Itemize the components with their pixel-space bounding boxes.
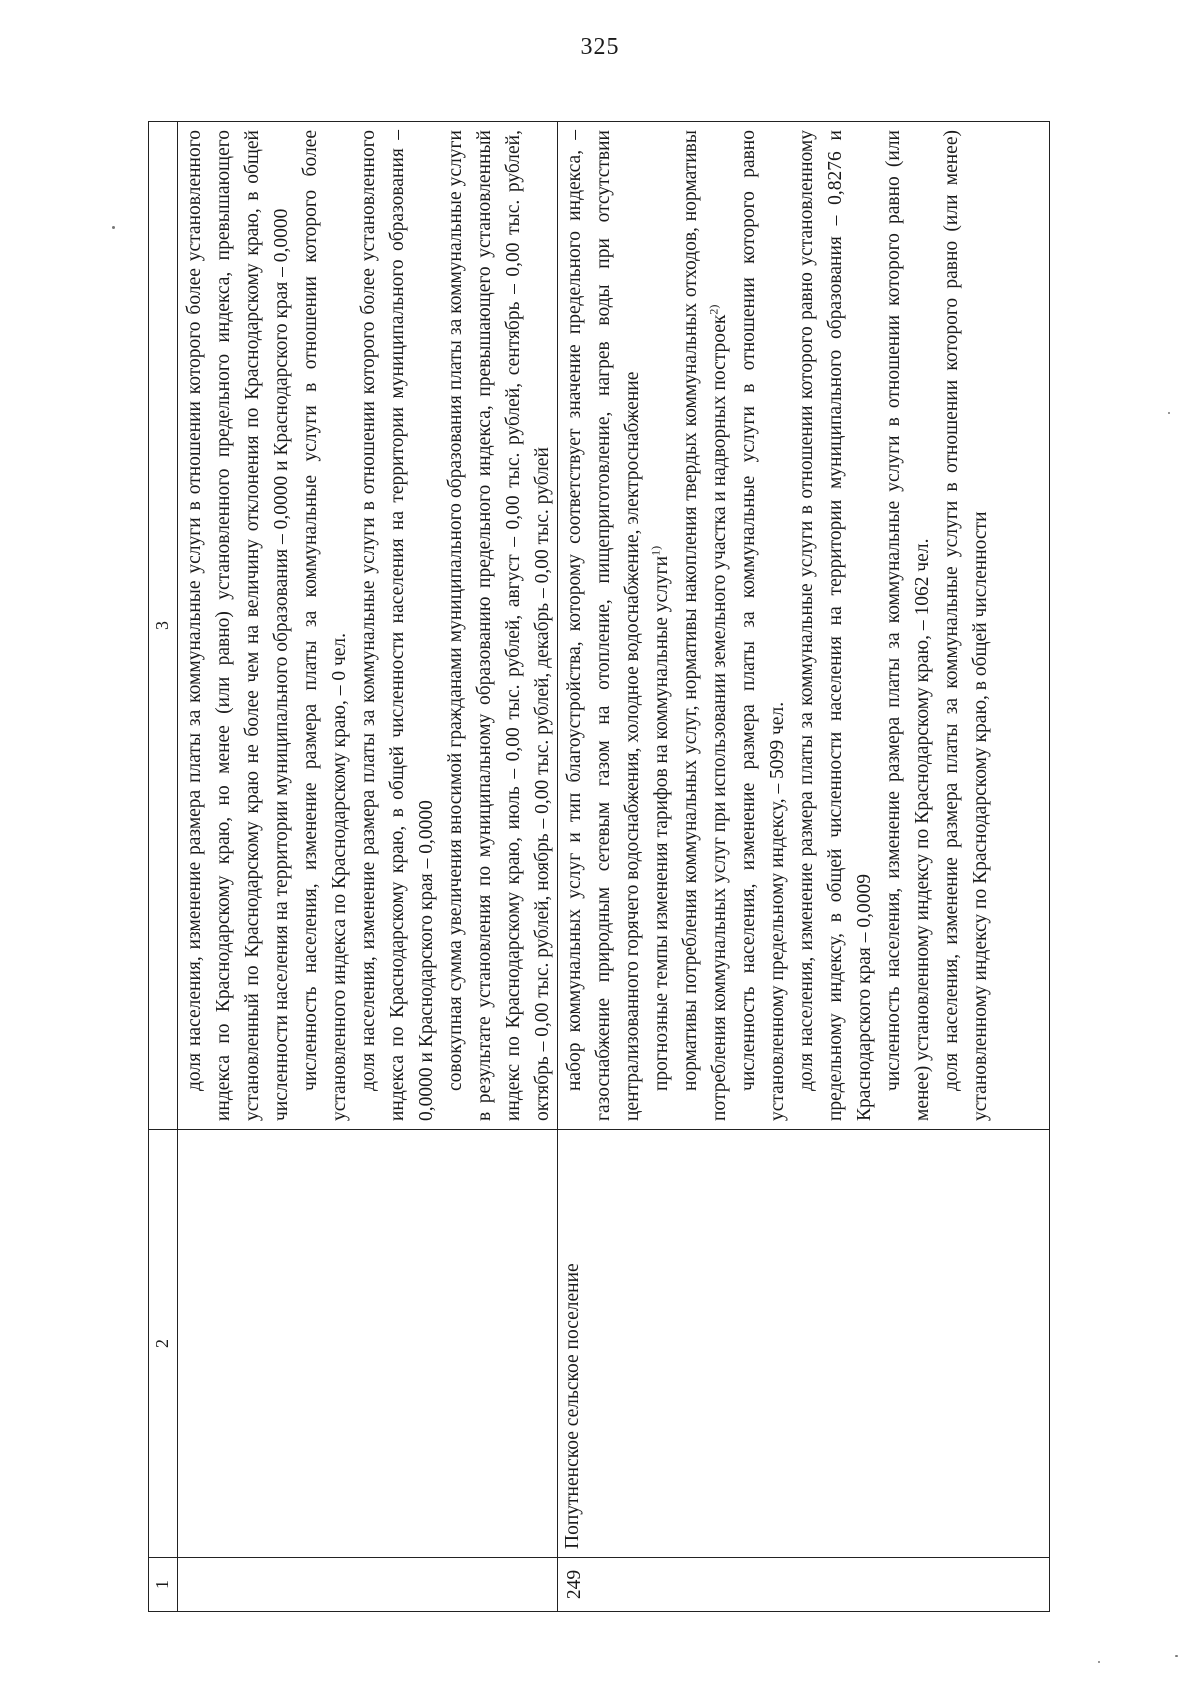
scan-speck <box>1098 1661 1100 1663</box>
paragraph: доля населения, изменение размера платы за коммунальные услуги в отношении которого равно установленному предельному индексу, в общей численности населения на территории муниципального образования – 0,8276 и Краснодарского края – 0,0009 <box>796 130 875 1121</box>
table-header-row <box>149 122 178 1612</box>
settlement-name <box>178 1130 558 1558</box>
table-row <box>178 122 558 1612</box>
settlement-name: Попутненское сельское поселение <box>558 1130 1050 1558</box>
scan-speck <box>1175 1655 1178 1657</box>
scan-speck <box>112 226 115 229</box>
row-number: 249 <box>564 1569 585 1600</box>
paragraph: численность населения, изменение размера платы за коммунальные услуги в отношении которого равно установленному предельному индексу, – 5099 чел. <box>738 130 788 1121</box>
indicators-cell <box>178 122 558 1130</box>
header-col-1: 1 <box>149 1558 178 1612</box>
paragraph: набор коммунальных услуг и тип благоустройства, которому соответствует значение предельного индекса, – газоснабжение природным сетевым газом на отопление, пищеприготовление, нагрев воды при отсутствии централизованного горячего водоснабжения, холодное водоснабжение, электроснабжение <box>564 130 643 1121</box>
indicators-cell <box>558 122 1050 1130</box>
row-number <box>178 1558 558 1612</box>
page-number: 325 <box>580 34 620 60</box>
paragraph: численность населения, изменение размера платы за коммунальные услуги в отношении которого равно (или менее) установленному индексу по Краснодарскому краю, – 1062 чел. <box>883 130 933 1121</box>
paragraph: нормативы потребления коммунальных услуг, нормативы накопления твердых коммунальных отходов, нормативы потребления коммунальных услуг при использовании земельного участка и надворных построек$^{2)}$ <box>680 130 730 1121</box>
scan-speck <box>1168 412 1170 414</box>
paragraph: прогнозные темпы изменения тарифов на коммунальные услуги$^{1)}$ <box>648 545 672 1091</box>
data-table <box>148 121 1050 1612</box>
table-row <box>558 122 1050 1612</box>
paragraph: доля населения, изменение размера платы за коммунальные услуги в отношении которого равно (или менее) установленному индексу по Краснодарскому краю, в общей численности <box>941 130 991 1121</box>
header-col-3: 3 <box>149 122 178 1130</box>
paragraph: доля населения, изменение размера платы за коммунальные услуги в отношении которого более установленного индекса по Краснодарскому краю, но менее (или равно) установленного предельного индекса, превышающего установленный по Краснодарскому краю не более чем на величину отклонения по Краснодарскому краю, в общей численности населения на территории муниципального образования – 0,0000 и Краснодарского края – 0,0000 <box>184 130 292 1121</box>
paragraph: численность населения, изменение размера платы за коммунальные услуги в отношении которого более установленного индекса по Краснодарскому краю, – 0 чел. <box>300 130 350 1121</box>
footnote-mark: 2) <box>706 304 721 315</box>
paragraph: доля населения, изменение размера платы за коммунальные услуги в отношении которого более установленного индекса по Краснодарскому краю, в общей численности населения на территории муниципального образования – 0,0000 и Краснодарского края – 0,0000 <box>358 130 437 1121</box>
rotated-table-wrapper <box>148 122 1050 1612</box>
footnote-mark: 1) <box>648 545 663 556</box>
paragraph: совокупная сумма увеличения вносимой гражданами муниципального образования платы за коммунальные услуги в результате установления по муниципальному образованию предельного индекса, превышающего установленный индекс по Краснодарскому краю, июль – 0,00 тыс. рублей, август – 0,00 тыс. рублей, сентябрь – 0,00 тыс. рублей, октябрь – 0,00 тыс. рублей, ноябрь – 0,00 тыс. рублей, декабрь – 0,00 тыс. рублей <box>445 130 553 1121</box>
header-col-2: 2 <box>149 1130 178 1558</box>
